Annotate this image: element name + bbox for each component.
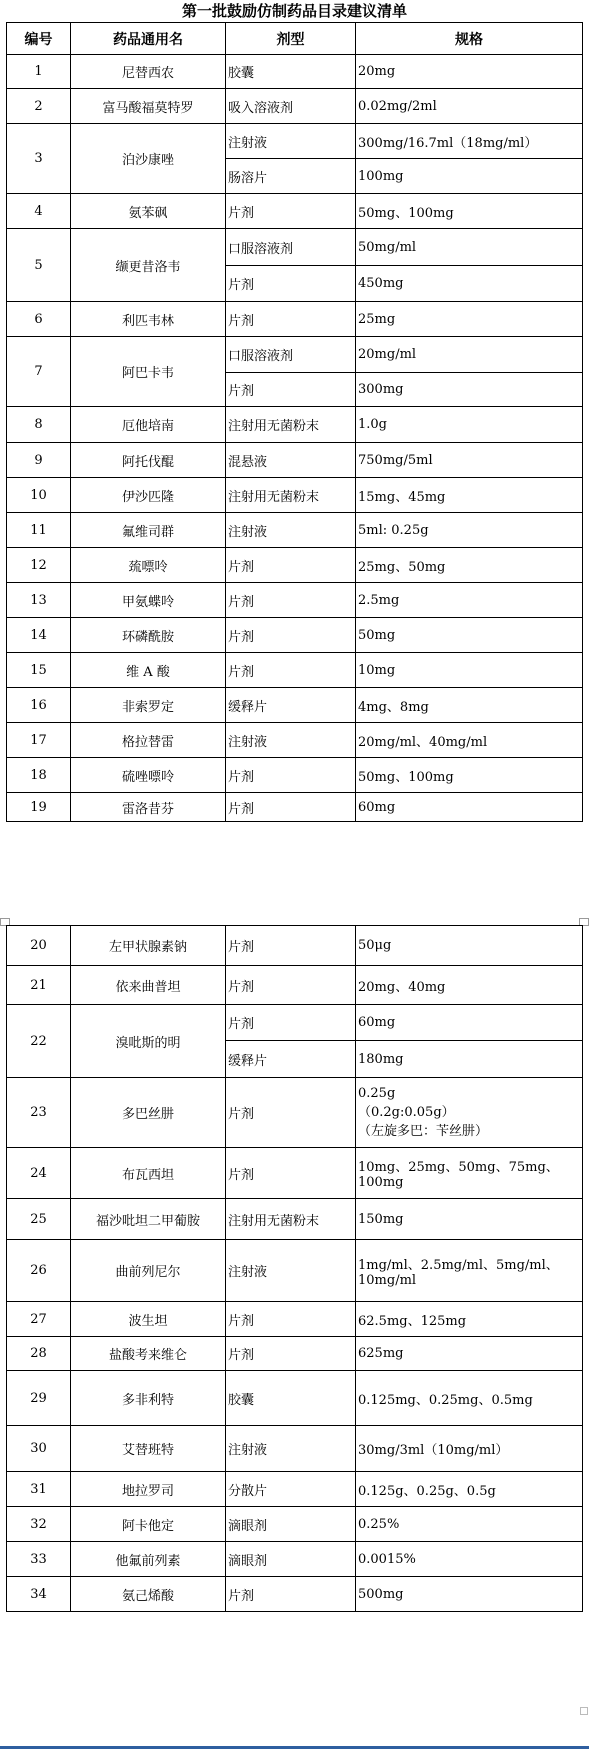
drug-number: 29 (7, 1371, 71, 1426)
drug-name: 波生坦 (71, 1302, 226, 1337)
table-row (7, 1472, 583, 1507)
specification: 20mg/ml (356, 337, 583, 373)
table-row (7, 1302, 583, 1337)
table-row (7, 1542, 583, 1577)
drug-number: 14 (7, 618, 71, 653)
drug-number: 26 (7, 1240, 71, 1302)
specification: 10mg (356, 653, 583, 688)
dosage-form: 片剂 (226, 966, 356, 1005)
specification: 5ml: 0.25g (356, 513, 583, 548)
table-row (7, 302, 583, 337)
table-row (7, 926, 583, 966)
drug-name: 曲前列尼尔 (71, 1240, 226, 1302)
drug-number: 2 (7, 89, 71, 124)
table-row (7, 55, 583, 89)
header-dosage-form: 剂型 (226, 23, 356, 55)
specification: 20mg/ml、40mg/ml (356, 723, 583, 758)
drug-number: 24 (7, 1148, 71, 1199)
dosage-form: 片剂 (226, 926, 356, 966)
drug-name: 左甲状腺素钠 (71, 926, 226, 966)
table-row (7, 583, 583, 618)
drug-name: 甲氨蝶呤 (71, 583, 226, 618)
specification: 10mg、25mg、50mg、75mg、100mg (356, 1148, 583, 1199)
drug-name: 氨己烯酸 (71, 1577, 226, 1612)
table-row (7, 89, 583, 124)
dosage-form: 片剂 (226, 793, 356, 822)
specification: 500mg (356, 1577, 583, 1612)
drug-number: 28 (7, 1337, 71, 1371)
drug-number: 8 (7, 407, 71, 443)
drug-number: 13 (7, 583, 71, 618)
dosage-form: 滴眼剂 (226, 1542, 356, 1577)
table-row (7, 548, 583, 583)
dosage-form: 片剂 (226, 1337, 356, 1371)
drug-number: 22 (7, 1005, 71, 1078)
dosage-form: 胶囊 (226, 55, 356, 89)
table-row (7, 688, 583, 723)
dosage-form: 滴眼剂 (226, 1507, 356, 1542)
dosage-form: 口服溶液剂 (226, 229, 356, 266)
dosage-form: 注射液 (226, 124, 356, 159)
specification: 100mg (356, 159, 583, 194)
drug-number: 15 (7, 653, 71, 688)
dosage-form: 吸入溶液剂 (226, 89, 356, 124)
dosage-form: 注射用无菌粉末 (226, 1199, 356, 1240)
dosage-form: 缓释片 (226, 1041, 356, 1078)
table-row (7, 653, 583, 688)
drug-number: 18 (7, 758, 71, 793)
specification: 30mg/3ml（10mg/ml） (356, 1426, 583, 1472)
table-row (7, 1005, 583, 1041)
drug-name: 阿巴卡韦 (71, 337, 226, 407)
table-row (7, 229, 583, 266)
table-row (7, 443, 583, 478)
table-row (7, 1426, 583, 1472)
drug-name: 阿卡他定 (71, 1507, 226, 1542)
dosage-form: 缓释片 (226, 688, 356, 723)
specification: 0.25% (356, 1507, 583, 1542)
dosage-form: 片剂 (226, 266, 356, 302)
dosage-form: 注射用无菌粉末 (226, 407, 356, 443)
drug-name: 依来曲普坦 (71, 966, 226, 1005)
drug-name: 多非利特 (71, 1371, 226, 1426)
specification: 0.0015% (356, 1542, 583, 1577)
table-row (7, 1337, 583, 1371)
dosage-form: 片剂 (226, 548, 356, 583)
specification: 300mg/16.7ml（18mg/ml） (356, 124, 583, 159)
drug-number: 31 (7, 1472, 71, 1507)
drug-number: 19 (7, 793, 71, 822)
specification: 20mg (356, 55, 583, 89)
dosage-form: 片剂 (226, 1005, 356, 1041)
drug-name: 硫唑嘌呤 (71, 758, 226, 793)
drug-name: 艾替班特 (71, 1426, 226, 1472)
drug-number: 9 (7, 443, 71, 478)
specification: 1.0g (356, 407, 583, 443)
specification: 150mg (356, 1199, 583, 1240)
dosage-form: 片剂 (226, 618, 356, 653)
table-row (7, 723, 583, 758)
dosage-form: 片剂 (226, 1302, 356, 1337)
page-corner-marker (580, 1707, 588, 1715)
drug-number: 34 (7, 1577, 71, 1612)
drug-number: 21 (7, 966, 71, 1005)
table-row (7, 337, 583, 373)
specification: 0.25g （0.2g:0.05g） （左旋多巴：苄丝肼） (356, 1078, 583, 1148)
table-row (7, 793, 583, 822)
specification: 50mg、100mg (356, 758, 583, 793)
drug-number: 27 (7, 1302, 71, 1337)
specification: 50mg (356, 618, 583, 653)
specification: 50mg、100mg (356, 194, 583, 229)
table-row (7, 1371, 583, 1426)
dosage-form: 片剂 (226, 758, 356, 793)
dosage-form: 片剂 (226, 302, 356, 337)
drug-name: 布瓦西坦 (71, 1148, 226, 1199)
dosage-form: 片剂 (226, 1078, 356, 1148)
table-row (7, 1577, 583, 1612)
specification: 15mg、45mg (356, 478, 583, 513)
drug-name: 非索罗定 (71, 688, 226, 723)
dosage-form: 片剂 (226, 1148, 356, 1199)
drug-name: 他氟前列素 (71, 1542, 226, 1577)
dosage-form: 片剂 (226, 194, 356, 229)
dosage-form: 注射液 (226, 1426, 356, 1472)
specification: 2.5mg (356, 583, 583, 618)
table-row (7, 513, 583, 548)
drug-name: 福沙吡坦二甲葡胺 (71, 1199, 226, 1240)
drug-number: 4 (7, 194, 71, 229)
drug-name: 利匹韦林 (71, 302, 226, 337)
dosage-form: 注射液 (226, 1240, 356, 1302)
drug-name: 多巴丝肼 (71, 1078, 226, 1148)
specification: 20mg、40mg (356, 966, 583, 1005)
header-drug-name: 药品通用名 (71, 23, 226, 55)
drug-name: 伊沙匹隆 (71, 478, 226, 513)
drug-number: 5 (7, 229, 71, 302)
specification: 50μg (356, 926, 583, 966)
drug-name: 地拉罗司 (71, 1472, 226, 1507)
drug-table-page2 (6, 925, 583, 1612)
table-row (7, 618, 583, 653)
dosage-form: 混悬液 (226, 443, 356, 478)
dosage-form: 口服溶液剂 (226, 337, 356, 373)
table-row (7, 758, 583, 793)
dosage-form: 胶囊 (226, 1371, 356, 1426)
dosage-form: 片剂 (226, 653, 356, 688)
drug-name: 泊沙康唑 (71, 124, 226, 194)
drug-name: 氨苯砜 (71, 194, 226, 229)
specification: 750mg/5ml (356, 443, 583, 478)
specification: 50mg/ml (356, 229, 583, 266)
table-row (7, 124, 583, 159)
drug-name: 巯嘌呤 (71, 548, 226, 583)
header-specification: 规格 (356, 23, 583, 55)
drug-number: 16 (7, 688, 71, 723)
drug-number: 32 (7, 1507, 71, 1542)
drug-name: 维 A 酸 (71, 653, 226, 688)
table-row (7, 1199, 583, 1240)
drug-name: 缬更昔洛韦 (71, 229, 226, 302)
drug-number: 23 (7, 1078, 71, 1148)
drug-table-page1 (6, 22, 583, 822)
dosage-form: 注射用无菌粉末 (226, 478, 356, 513)
drug-name: 阿托伐醌 (71, 443, 226, 478)
table-row (7, 1078, 583, 1148)
dosage-form: 注射液 (226, 513, 356, 548)
drug-number: 33 (7, 1542, 71, 1577)
header-number: 编号 (7, 23, 71, 55)
drug-name: 格拉替雷 (71, 723, 226, 758)
specification: 1mg/ml、2.5mg/ml、5mg/ml、10mg/ml (356, 1240, 583, 1302)
drug-number: 20 (7, 926, 71, 966)
specification: 60mg (356, 1005, 583, 1041)
specification: 25mg (356, 302, 583, 337)
drug-name: 盐酸考来维仑 (71, 1337, 226, 1371)
drug-name: 尼替西农 (71, 55, 226, 89)
drug-number: 11 (7, 513, 71, 548)
specification: 4mg、8mg (356, 688, 583, 723)
drug-name: 雷洛昔芬 (71, 793, 226, 822)
specification: 0.125mg、0.25mg、0.5mg (356, 1371, 583, 1426)
table-row (7, 1148, 583, 1199)
dosage-form: 肠溶片 (226, 159, 356, 194)
table-row (7, 478, 583, 513)
drug-name: 厄他培南 (71, 407, 226, 443)
drug-name: 环磷酰胺 (71, 618, 226, 653)
specification: 62.5mg、125mg (356, 1302, 583, 1337)
dosage-form: 片剂 (226, 1577, 356, 1612)
table-row (7, 1240, 583, 1302)
drug-number: 25 (7, 1199, 71, 1240)
drug-number: 17 (7, 723, 71, 758)
drug-name: 溴吡斯的明 (71, 1005, 226, 1078)
drug-number: 3 (7, 124, 71, 194)
table-row (7, 407, 583, 443)
dosage-form: 片剂 (226, 583, 356, 618)
drug-number: 30 (7, 1426, 71, 1472)
specification: 0.02mg/2ml (356, 89, 583, 124)
dosage-form: 分散片 (226, 1472, 356, 1507)
specification: 25mg、50mg (356, 548, 583, 583)
drug-number: 7 (7, 337, 71, 407)
table-row (7, 1507, 583, 1542)
drug-number: 1 (7, 55, 71, 89)
drug-name: 富马酸福莫特罗 (71, 89, 226, 124)
specification: 450mg (356, 266, 583, 302)
drug-name: 氟维司群 (71, 513, 226, 548)
dosage-form: 片剂 (226, 373, 356, 407)
table-row (7, 194, 583, 229)
table-header-row (7, 23, 583, 55)
document-title: 第一批鼓励仿制药品目录建议清单 (181, 2, 407, 20)
specification: 180mg (356, 1041, 583, 1078)
drug-number: 12 (7, 548, 71, 583)
specification: 300mg (356, 373, 583, 407)
specification: 0.125g、0.25g、0.5g (356, 1472, 583, 1507)
specification: 60mg (356, 793, 583, 822)
dosage-form: 注射液 (226, 723, 356, 758)
page-break (0, 917, 589, 925)
drug-number: 6 (7, 302, 71, 337)
specification: 625mg (356, 1337, 583, 1371)
table-row (7, 966, 583, 1005)
drug-number: 10 (7, 478, 71, 513)
